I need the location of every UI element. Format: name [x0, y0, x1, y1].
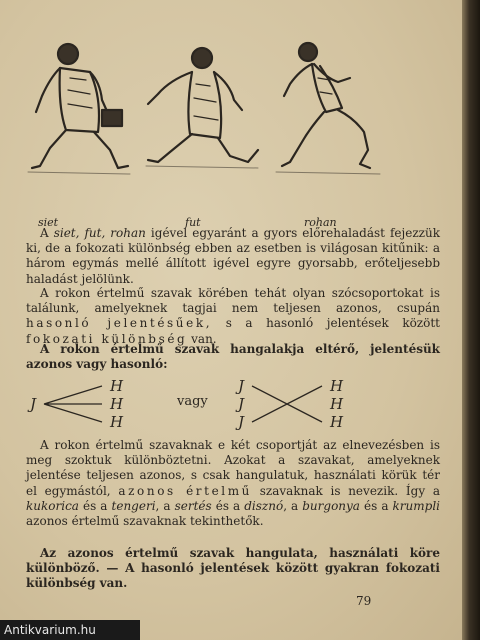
illustration — [20, 38, 420, 229]
page-number: 79 — [356, 594, 372, 608]
diagram-vagy: vagy — [177, 394, 208, 409]
text-run: A — [40, 226, 54, 240]
text-run: A rokon értelmű szavaknak e két csoportját az elnevezésben is meg szoktuk különböztetni. Azokat a szavakat, amelyeknek jelentése teljesen azonos, s csak hangulatuk, használati körük tér el egymástól, — [26, 438, 440, 498]
rule-heading-1: A rokon értelmű szavak hangalakja eltérő, jelentésük azonos vagy hasonló: — [26, 342, 440, 372]
diagram-h-right: H — [330, 377, 344, 395]
caption-fut: fut — [185, 216, 201, 229]
diagram-h: H — [110, 377, 124, 395]
diagram-h-right: H — [330, 395, 344, 413]
italic-word: sertés — [174, 498, 212, 513]
watermark: Antikvarium.hu — [0, 620, 140, 640]
paragraph-1 — [26, 226, 440, 287]
spaced-term: hasonló jelentésűek, — [26, 316, 213, 331]
diagram-j-right: J — [238, 413, 245, 431]
figures-drawing — [20, 38, 420, 208]
hurrying-man-figure — [148, 48, 258, 162]
caption-siet: siet — [38, 216, 59, 229]
italic-word: tengeri — [111, 498, 156, 513]
diagram-h-right: H — [330, 413, 344, 431]
text-run: szavaknak is nevezik. Így a — [252, 483, 440, 498]
diagram-j-right: J — [238, 377, 245, 395]
rule-heading-2: Az azonos értelmű szavak hangulata, használati köre különböző. — A hasonló jelentések között gyakran fokozati különbség van. — [26, 546, 440, 591]
text-run: igével egyaránt a gyors előrehaladást fejezzük ki, de a fokozati különbség ebben az esetben is világosan kitűnik: a három egymás mellé állított igével egyre gyorsabb, erőteljesebb haladást jelölünk. — [26, 226, 441, 286]
running-man-figure — [282, 43, 370, 168]
diagram-j-left: J — [30, 395, 37, 413]
text-run: , a — [283, 498, 303, 513]
text-run: s a hasonló jelentések között — [212, 316, 441, 331]
italic-word: disznó — [244, 498, 284, 513]
text-run: azonos értelmű szavaknak tekinthetők. — [26, 514, 264, 529]
paragraph-2 — [26, 286, 440, 347]
text-run: van. — [187, 331, 217, 346]
text-run: és a — [78, 498, 112, 513]
text-run: A rokon értelmű szavak körében tehát olyan szócsoportokat is találunk, amelyeknek tagjai nem teljesen azonos, csupán — [26, 286, 440, 316]
diagram-h: H — [110, 413, 124, 431]
text-run: , a — [155, 498, 175, 513]
spaced-term: azonos értelmű — [118, 483, 253, 498]
page-edge — [462, 0, 480, 640]
spaced-term: fokozati különbség — [26, 331, 188, 346]
text-run: és a — [359, 498, 393, 513]
diagram-j-right: J — [238, 395, 245, 413]
walking-man-figure — [32, 44, 128, 168]
italic-word: kukorica — [26, 498, 79, 513]
text-run: és a — [211, 498, 245, 513]
synonym-diagram — [30, 376, 360, 434]
caption-rohan: rohan — [304, 216, 337, 229]
diagram-h: H — [110, 395, 124, 413]
italic-word: krumpli — [392, 498, 441, 513]
italic-word: burgonya — [302, 498, 360, 513]
italic-words: siet, fut, rohan — [53, 226, 146, 240]
paragraph-3 — [26, 438, 440, 529]
